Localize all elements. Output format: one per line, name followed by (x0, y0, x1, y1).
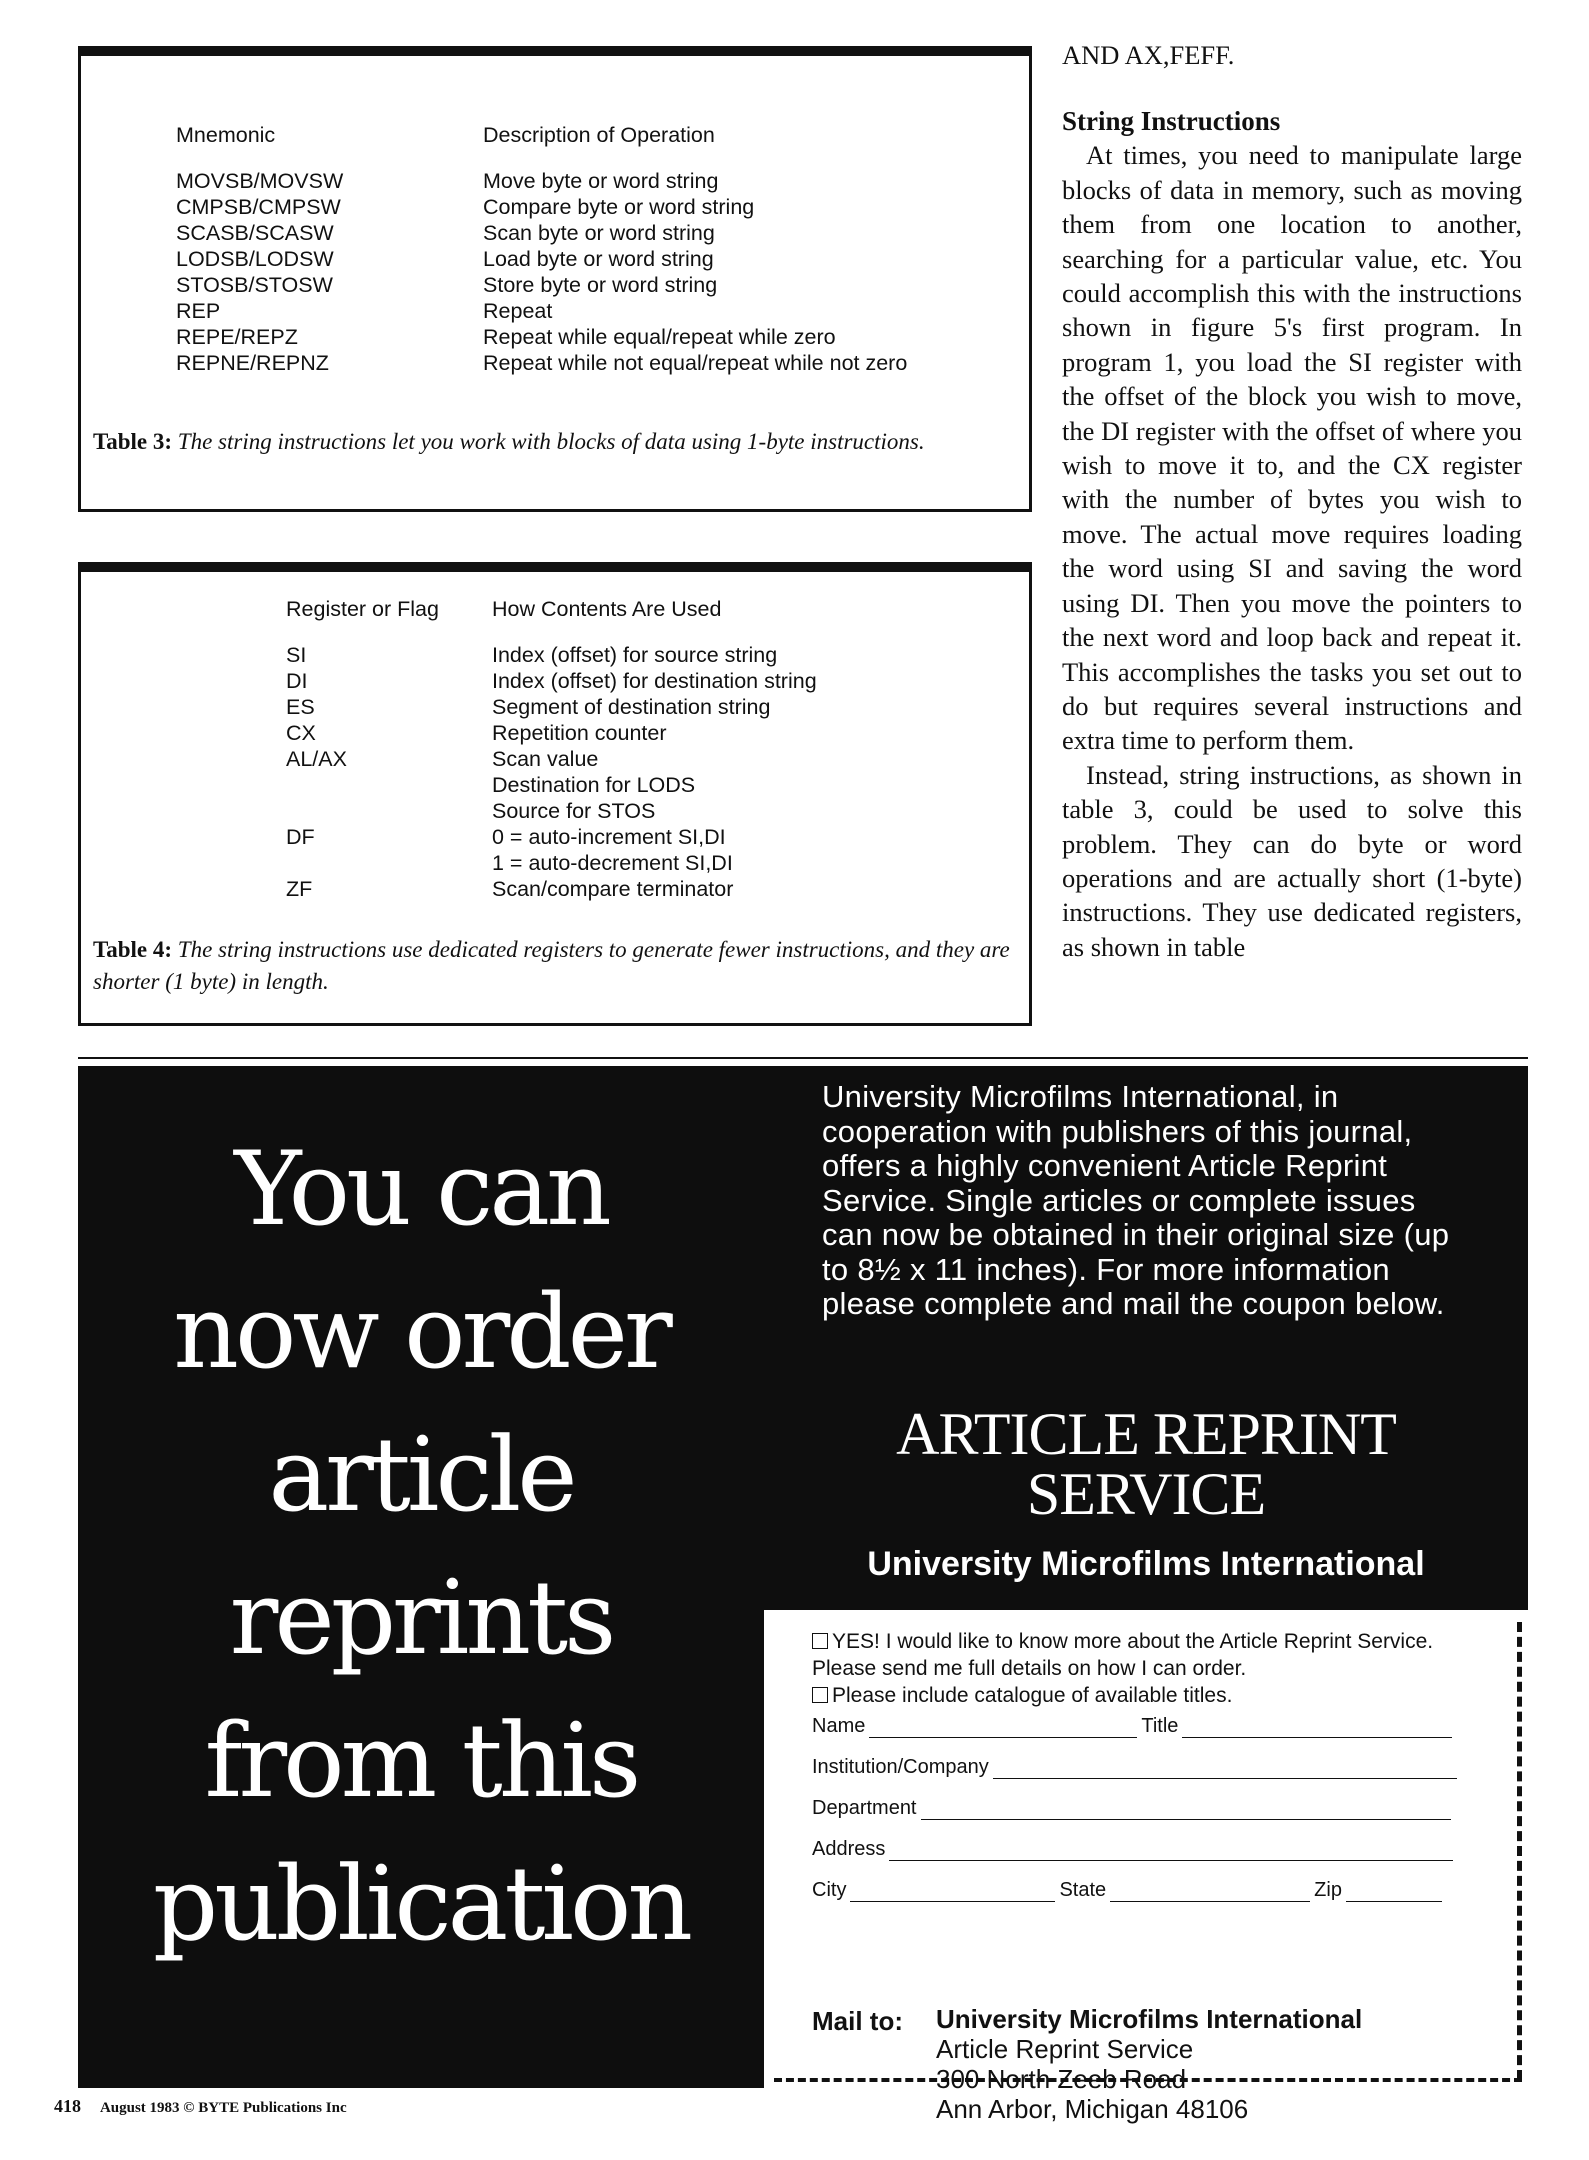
table-row (286, 824, 817, 850)
table-cell: REPNE/REPNZ (176, 351, 329, 375)
coupon-option-yes[interactable] (812, 1628, 1492, 1682)
table-cell: Scan/compare terminator (492, 877, 734, 901)
caption-label: Table 4: (93, 937, 173, 962)
field-label-zip: Zip (1314, 1879, 1342, 1901)
table-cell (286, 798, 492, 824)
table-row (286, 642, 817, 668)
zip-field[interactable] (1346, 1883, 1442, 1902)
table-header-register: Register or Flag (286, 597, 439, 621)
ad-brand: University Microfilms International (867, 1545, 1425, 1583)
table-cell: ES (286, 695, 315, 719)
coupon-option-label: Please include catalogue of available titles. (832, 1684, 1233, 1707)
ad-service-title (764, 1401, 1528, 1527)
coupon-option-catalogue[interactable] (812, 1682, 1492, 1709)
city-field[interactable] (850, 1883, 1055, 1902)
section-heading: String Instructions (1062, 106, 1281, 137)
field-row-address (812, 1837, 1457, 1861)
mail-address-line: 300 North Zeeb Road (936, 2064, 1187, 2094)
headline-line: now order (173, 1273, 669, 1392)
table-cell: Store byte or word string (483, 273, 718, 297)
table-cell: Repetition counter (492, 721, 667, 745)
table-cell: AL/AX (286, 747, 347, 771)
table-cell: Repeat while not equal/repeat while not zero (483, 351, 908, 375)
table-cell: Load byte or word string (483, 247, 714, 271)
table-row (176, 298, 907, 324)
ad-headline-panel (78, 1066, 764, 2088)
table-row (176, 350, 907, 376)
table-cell: Scan value (492, 747, 599, 771)
table-row (176, 246, 907, 272)
table-row (286, 772, 817, 798)
field-label-city: City (812, 1879, 847, 1901)
ad-body-text: University Microfilms International, in cooperation with publishers of this journal, offers a highly convenient Article Reprint Service. Single articles or complete issues can now be obtained in their original size (up to 8½ x 11 inches). For more information please complete and mail the coupon below. (822, 1079, 1450, 1321)
table-cell: Segment of destination string (492, 695, 771, 719)
coupon-cut-line (1517, 1622, 1522, 2080)
footer-credit: August 1983 © BYTE Publications Inc (99, 2100, 347, 2116)
ad-title-line: ARTICLE REPRINT (896, 1401, 1396, 1467)
page-number: 418 (54, 2096, 81, 2116)
ad-info-panel (764, 1066, 1528, 1610)
title-field[interactable] (1182, 1719, 1452, 1738)
field-label-department: Department (812, 1797, 917, 1819)
table-cell: CMPSB/CMPSW (176, 195, 341, 219)
table-cell: 1 = auto-decrement SI,DI (492, 851, 733, 875)
field-label-state: State (1059, 1879, 1107, 1901)
checkbox-icon[interactable] (812, 1633, 828, 1649)
table-cell: CX (286, 721, 316, 745)
caption-text: The string instructions let you work with blocks of data using 1-byte instructions. (177, 429, 925, 454)
article-column (1062, 38, 1522, 964)
caption-label: Table 3: (93, 429, 173, 454)
table-header (176, 122, 907, 148)
table-row (286, 720, 817, 746)
table-row (286, 850, 817, 876)
ad-title-line: SERVICE (1026, 1461, 1266, 1527)
table-cell: DF (286, 825, 315, 849)
table-3-caption (93, 426, 925, 458)
mail-org: University Microfilms International (936, 2004, 1363, 2034)
table-cell (286, 850, 492, 876)
table-header-description: Description of Operation (483, 123, 715, 147)
table-cell: DI (286, 669, 308, 693)
table-cell: Index (offset) for source string (492, 643, 778, 667)
name-field[interactable] (869, 1719, 1137, 1738)
table-row (176, 324, 907, 350)
table-cell: ZF (286, 877, 313, 901)
field-row-institution (812, 1755, 1461, 1779)
table-cell: Index (offset) for destination string (492, 669, 817, 693)
coupon-option-label: YES! I would like to know more about the Article Reprint Service. Please send me full details on how I can order. (812, 1630, 1434, 1680)
order-coupon (764, 1610, 1528, 2124)
table-row (176, 220, 907, 246)
table-4 (78, 562, 1032, 1026)
institution-field[interactable] (993, 1760, 1457, 1779)
field-row-department (812, 1796, 1455, 1820)
table-cell: REP (176, 299, 221, 323)
mail-address (936, 2004, 1362, 2124)
headline-line: publication (152, 1845, 690, 1964)
article-paragraph: Instead, string instructions, as shown in table 3, could be used to solve this problem. They can do byte or word operations and are actually short (1-byte) instructions. They use dedicated registers, as shown in table (1062, 759, 1522, 962)
article-paragraph: At times, you need to manipulate large blocks of data in memory, such as moving them from one location to another, searching for a particular value, etc. You could accomplish this with the instructions shown in figure 5's first program. In program 1, you load the SI register with the offset of the block you wish to move, the DI register with the offset of where you wish to move it to, and the CX register with the number of bytes you wish to move. The actual move requires loading the word using SI and saving the word using DI. Then you move the pointers to the next word and loop back and repeat it. This accomplishes the tasks you set out to do but requires several instructions and extra time to perform them. (1062, 140, 1522, 756)
headline-line: article (268, 1416, 574, 1535)
mail-address-line: Article Reprint Service (936, 2034, 1194, 2064)
coupon-options (812, 1628, 1492, 1709)
mail-to-label: Mail to: (812, 2006, 903, 2036)
department-field[interactable] (921, 1801, 1451, 1820)
table-row (286, 746, 817, 772)
code-line: AND AX,FEFF. (1062, 40, 1235, 70)
headline-line: from this (204, 1702, 638, 1821)
table-cell: Source for STOS (492, 799, 656, 823)
table-cell: Scan byte or word string (483, 221, 715, 245)
table-cell: SI (286, 643, 307, 667)
table-row (176, 168, 907, 194)
ad-headline (78, 1118, 764, 1976)
table-cell: Move byte or word string (483, 169, 719, 193)
table-cell: REPE/REPZ (176, 325, 298, 349)
table-row (176, 272, 907, 298)
mail-address-line: Ann Arbor, Michigan 48106 (936, 2094, 1249, 2124)
table-row (176, 194, 907, 220)
table-4-caption (93, 934, 1023, 998)
headline-line: reprints (229, 1559, 613, 1678)
table-cell: Repeat while equal/repeat while zero (483, 325, 836, 349)
field-label-title: Title (1141, 1715, 1179, 1737)
table-header-mnemonic: Mnemonic (176, 123, 276, 147)
table-3-grid (176, 122, 907, 376)
table-row (286, 668, 817, 694)
table-row (286, 876, 817, 902)
table-cell: 0 = auto-increment SI,DI (492, 825, 726, 849)
field-label-name: Name (812, 1715, 866, 1737)
field-label-institution: Institution/Company (812, 1756, 989, 1778)
address-field[interactable] (889, 1842, 1453, 1861)
table-row (286, 694, 817, 720)
table-cell: MOVSB/MOVSW (176, 169, 344, 193)
headline-line: You can (234, 1130, 608, 1249)
table-header (286, 596, 817, 622)
table-4-grid (286, 596, 817, 902)
field-row-city (812, 1878, 1446, 1902)
table-cell: LODSB/LODSW (176, 247, 334, 271)
table-cell: SCASB/SCASW (176, 221, 334, 245)
page-footer (54, 2096, 347, 2117)
table-cell: Destination for LODS (492, 773, 696, 797)
caption-text: The string instructions use dedicated registers to generate fewer instructions, and they are shorter (1 byte) in length. (93, 937, 1010, 994)
field-label-address: Address (812, 1838, 886, 1860)
table-cell (286, 772, 492, 798)
divider (78, 1057, 1528, 1059)
state-field[interactable] (1110, 1883, 1310, 1902)
table-header-usage: How Contents Are Used (492, 597, 722, 621)
table-3 (78, 46, 1032, 512)
table-cell: Compare byte or word string (483, 195, 755, 219)
checkbox-icon[interactable] (812, 1687, 828, 1703)
table-cell: Repeat (483, 299, 553, 323)
field-row-name (812, 1714, 1456, 1738)
table-row (286, 798, 817, 824)
table-cell: STOSB/STOSW (176, 273, 333, 297)
